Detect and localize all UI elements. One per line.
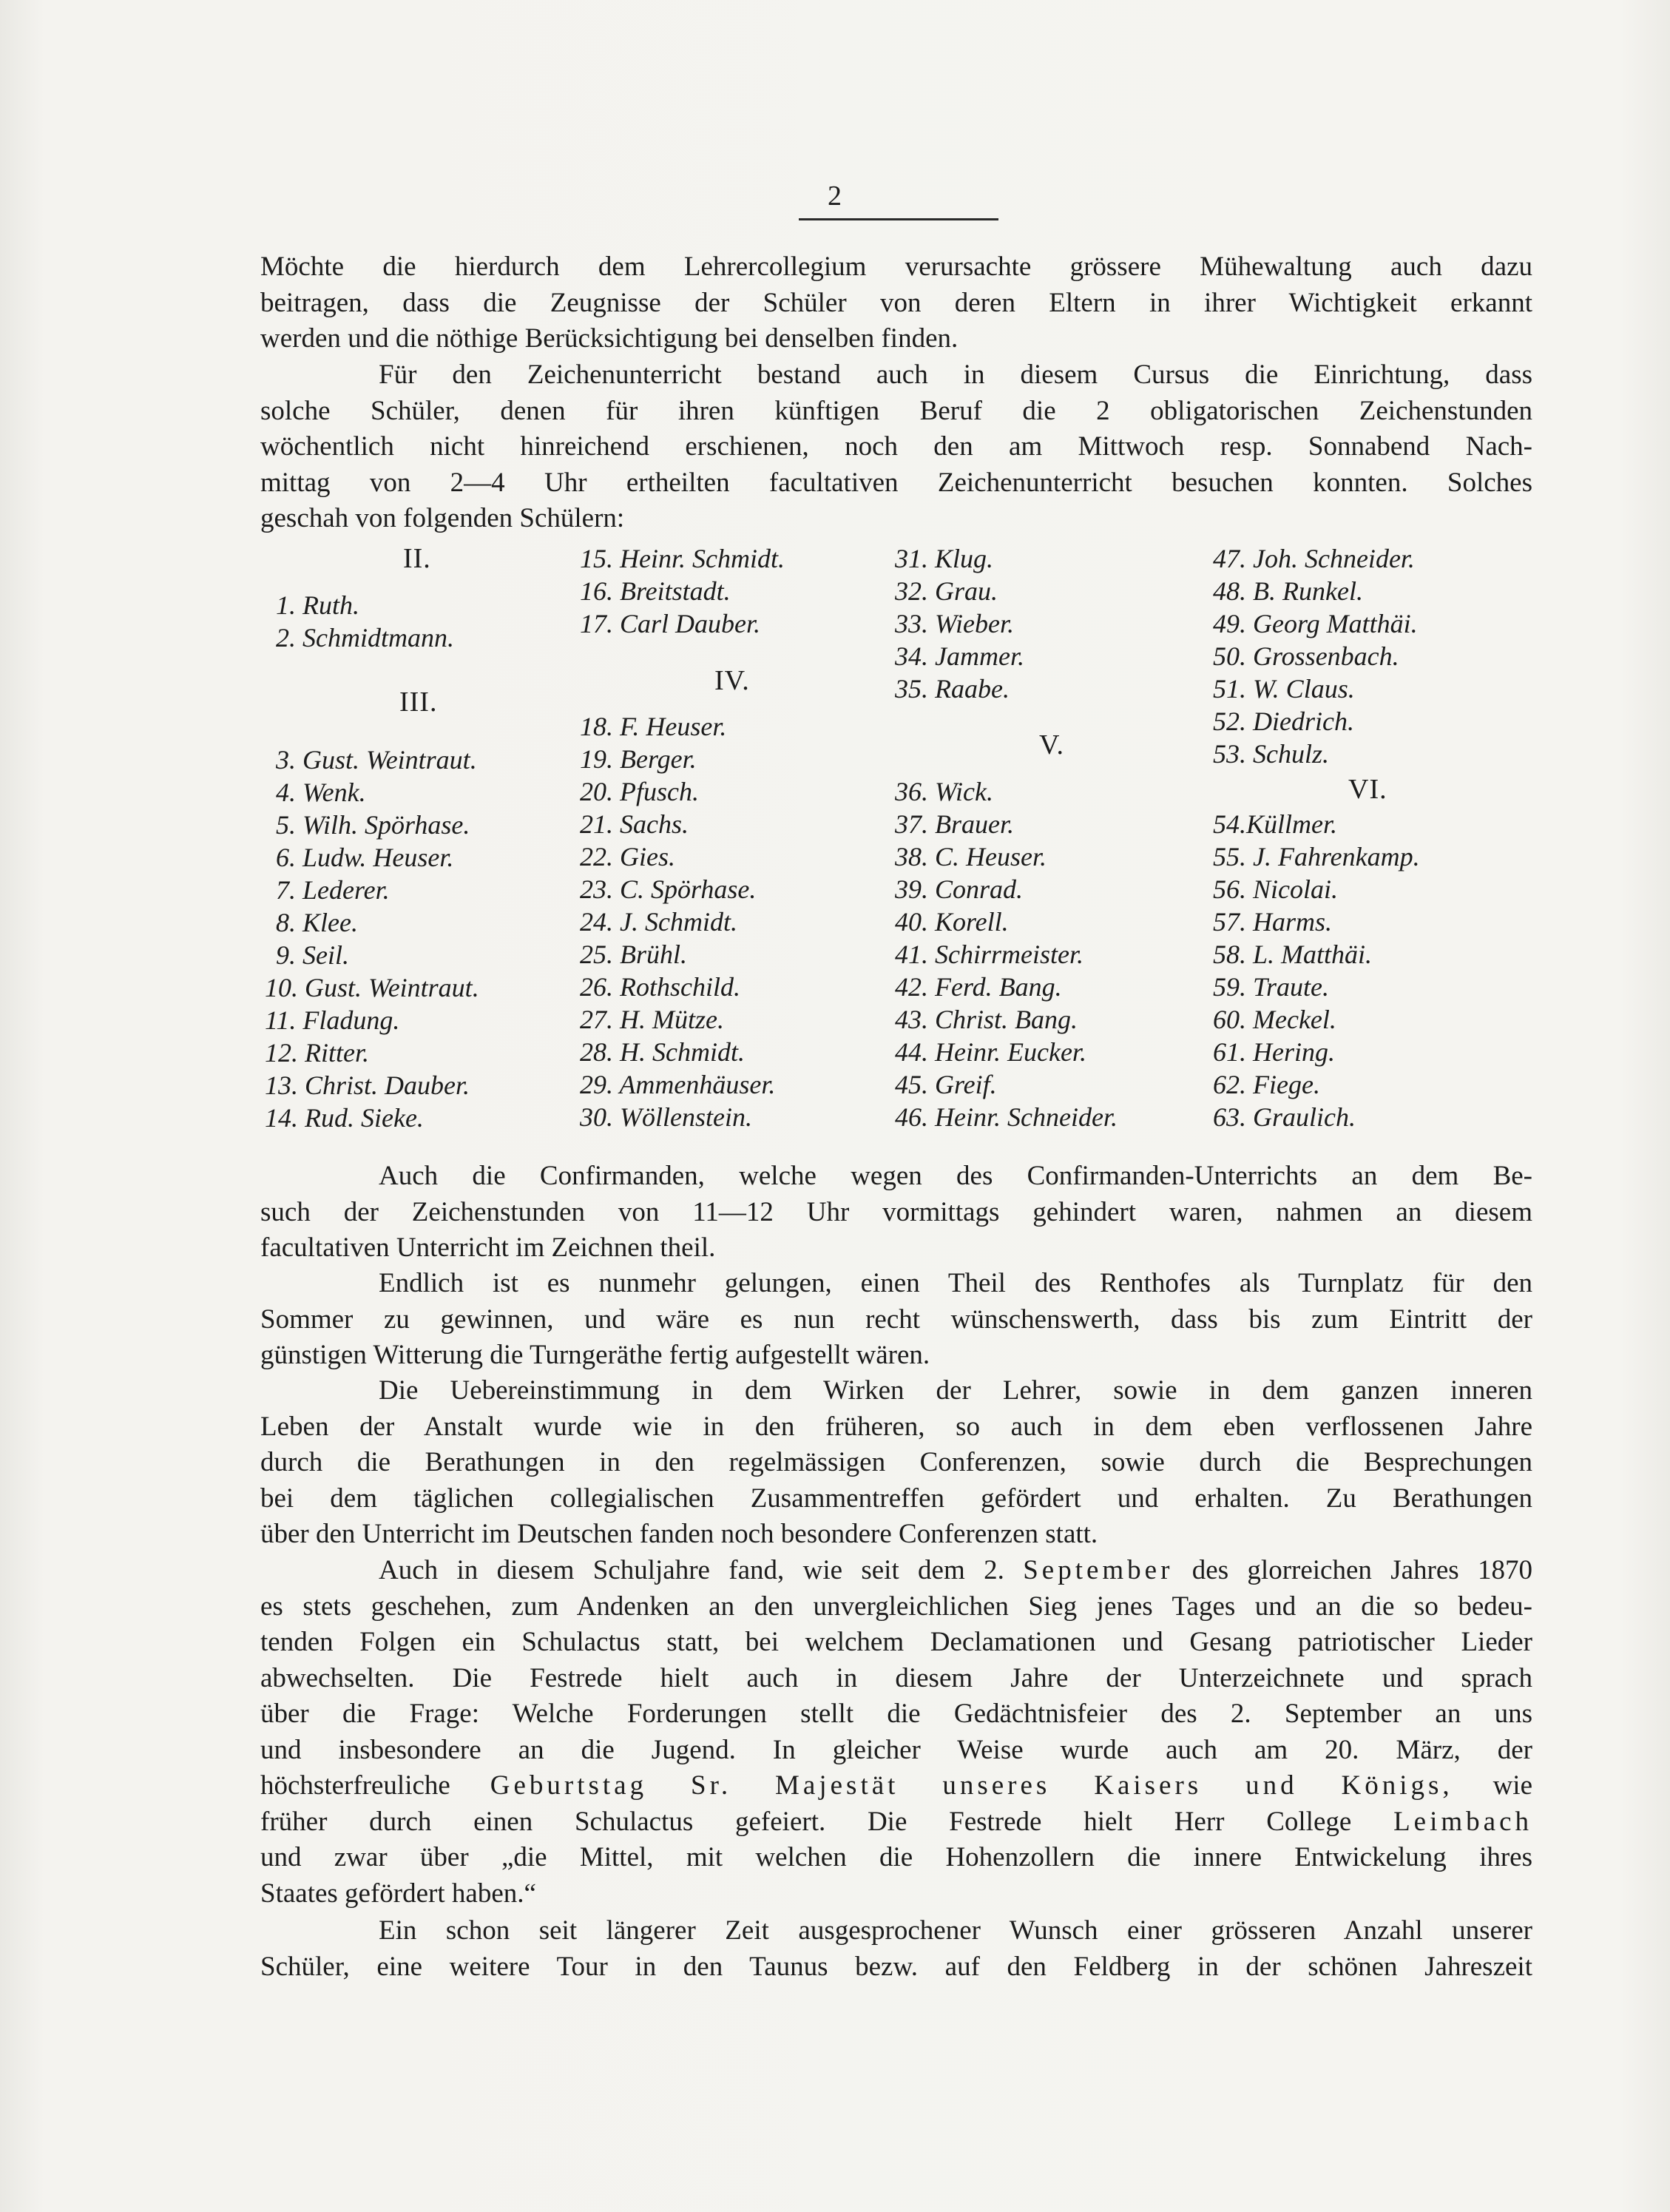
text-line: tenden Folgen ein Schulactus statt, bei welchem Declamationen und Gesang patriotischer Lieder [260, 1627, 1532, 1657]
list-item: 19. Berger. [580, 744, 697, 774]
list-item: 38. C. Heuser. [895, 842, 1047, 871]
list-item: 60. Meckel. [1213, 1005, 1336, 1034]
conference-paragraph [260, 1373, 1532, 1553]
text-line: werden und die nöthige Berücksichtigung bei denselben finden. [260, 323, 959, 354]
list-item: 62. Fiege. [1213, 1070, 1320, 1099]
list-item: 20. Pfusch. [580, 777, 699, 806]
list-item: 29. Ammenhäuser. [580, 1070, 776, 1099]
sedan-paragraph [260, 1553, 1532, 1912]
list-item: 44. Heinr. Eucker. [895, 1037, 1086, 1067]
list-item: 17. Carl Dauber. [580, 609, 761, 638]
list-item: 5. Wilh. Spörhase. [276, 810, 470, 840]
class-heading-vi: VI. [1348, 774, 1387, 805]
text-line: wöchentlich nicht hinreichend erschienen, noch den am Mittwoch resp. Sonnabend Nach- [260, 431, 1532, 462]
page-number: 2 [828, 181, 842, 212]
list-item: 57. Harms. [1213, 907, 1333, 937]
list-item: 51. W. Claus. [1213, 674, 1355, 704]
text-line: Schüler, eine weitere Tour in den Taunus bezw. auf den Feldberg in der schönen Jahreszeit [260, 1951, 1532, 1982]
list-item: 6. Ludw. Heuser. [276, 843, 454, 872]
list-item: 15. Heinr. Schmidt. [580, 544, 785, 573]
list-item: 4. Wenk. [276, 778, 366, 807]
list-item: 63. Graulich. [1213, 1102, 1356, 1132]
list-item: 27. H. Mütze. [580, 1005, 724, 1034]
list-item: 14. Rud. Sieke. [265, 1103, 424, 1133]
list-item: 11. Fladung. [265, 1005, 400, 1035]
list-item: 9. Seil. [276, 940, 349, 970]
text-line: früher durch einen Schulactus gefeiert. Die Festrede hielt Herr College Leimbach [260, 1806, 1532, 1837]
list-item: 50. Grossenbach. [1213, 641, 1399, 671]
text-line: Sommer zu gewinnen, und wäre es nun recht wünschenswerth, dass bis zum Eintritt der [260, 1304, 1532, 1335]
list-item: 56. Nicolai. [1213, 874, 1338, 904]
list-item: 22. Gies. [580, 842, 675, 871]
list-item: 33. Wieber. [895, 609, 1014, 638]
list-item: 3. Gust. Weintraut. [276, 745, 477, 775]
text-line: und zwar über „die Mittel, mit welchen die Hohenzollern die innere Entwickelung ihres [260, 1842, 1532, 1872]
list-item: 35. Raabe. [895, 674, 1010, 704]
list-item: 55. J. Fahrenkamp. [1213, 842, 1420, 871]
list-item: 52. Diedrich. [1213, 707, 1354, 736]
list-item: 13. Christ. Dauber. [265, 1070, 470, 1100]
list-item: 37. Brauer. [895, 809, 1014, 839]
list-item: 48. B. Runkel. [1213, 576, 1363, 606]
confirmands-paragraph [260, 1159, 1532, 1267]
list-item: 40. Korell. [895, 907, 1009, 937]
list-item: 28. H. Schmidt. [580, 1037, 745, 1067]
text-line: Ein schon seit längerer Zeit ausgesprochener Wunsch einer grösseren Anzahl unserer [379, 1915, 1532, 1946]
list-item: 21. Sachs. [580, 809, 689, 839]
text-line: günstigen Witterung die Turngeräthe fertig aufgestellt wären. [260, 1340, 930, 1370]
text-line: geschah von folgenden Schülern: [260, 503, 625, 533]
text-line: über den Unterricht im Deutschen fanden noch besondere Conferenzen statt. [260, 1519, 1098, 1549]
text-line: solche Schüler, denen für ihren künftigen Beruf die 2 obligatorischen Zeichenstunden [260, 395, 1532, 426]
list-item: 45. Greif. [895, 1070, 997, 1099]
class-heading-ii: II. [403, 543, 431, 574]
final-paragraph [260, 1913, 1532, 1985]
text-line: Für den Zeichenunterricht bestand auch in diesem Cursus die Einrichtung, dass [379, 360, 1532, 390]
text-line: Leben der Anstalt wurde wie in den früheren, so auch in dem eben verflossenen Jahre [260, 1411, 1532, 1442]
list-item: 41. Schirrmeister. [895, 940, 1084, 969]
text-line: beitragen, dass die Zeugnisse der Schüler von deren Eltern in ihrer Wichtigkeit erkannt [260, 287, 1532, 318]
text-line: Möchte die hierdurch dem Lehrercollegium verursachte grössere Mühewaltung auch dazu [260, 252, 1532, 282]
list-item: 43. Christ. Bang. [895, 1005, 1078, 1034]
gym-paragraph [260, 1266, 1532, 1374]
text-line: es stets geschehen, zum Andenken an den unvergleichlichen Sieg jenes Tages und an die so bedeu- [260, 1591, 1532, 1622]
list-item: 36. Wick. [895, 777, 993, 806]
list-item: 26. Rothschild. [580, 972, 740, 1002]
list-item: 49. Georg Matthäi. [1213, 609, 1418, 638]
text-line: Staates gefördert haben.“ [260, 1878, 536, 1909]
list-item: 58. L. Matthäi. [1213, 940, 1373, 969]
text-line: durch die Berathungen in den regelmässigen Conferenzen, sowie durch die Besprechungen [260, 1447, 1532, 1477]
text-line: Auch in diesem Schuljahre fand, wie seit dem 2. September des glorreichen Jahres 1870 [379, 1555, 1533, 1585]
text-line: abwechselten. Die Festrede hielt auch in diesem Jahre der Unterzeichnete und sprach [260, 1662, 1532, 1693]
list-item: 34. Jammer. [895, 641, 1024, 671]
text-line: und insbesondere an die Jugend. In gleicher Weise wurde auch am 20. März, der [260, 1734, 1532, 1765]
text-line: Endlich ist es nunmehr gelungen, einen Theil des Renthofes als Turnplatz für den [379, 1268, 1532, 1298]
list-item: 1. Ruth. [276, 590, 359, 620]
text-line: höchsterfreuliche Geburtstag Sr. Majestät unseres Kaisers und Königs, wie [260, 1770, 1533, 1801]
text-line: facultativen Unterricht im Zeichnen theil. [260, 1233, 716, 1263]
list-item: 18. F. Heuser. [580, 712, 727, 741]
list-item: 53. Schulz. [1213, 739, 1329, 769]
list-item: 54.Küllmer. [1213, 809, 1338, 839]
list-item: 25. Brühl. [580, 940, 688, 969]
list-item: 24. J. Schmidt. [580, 907, 737, 937]
text-line: Auch die Confirmanden, welche wegen des Confirmanden-Unterrichts an dem Be- [379, 1161, 1532, 1191]
class-heading-iv: IV. [714, 665, 750, 696]
list-item: 12. Ritter. [265, 1038, 369, 1068]
list-item: 42. Ferd. Bang. [895, 972, 1062, 1002]
list-item: 2. Schmidtmann. [276, 623, 454, 653]
list-item: 39. Conrad. [895, 874, 1024, 904]
list-item: 10. Gust. Weintraut. [265, 973, 479, 1002]
list-item: 47. Joh. Schneider. [1213, 544, 1415, 573]
list-item: 59. Traute. [1213, 972, 1330, 1002]
list-item: 46. Heinr. Schneider. [895, 1102, 1118, 1132]
text-line: über die Frage: Welche Forderungen stellt die Gedächtnisfeier des 2. September an uns [260, 1699, 1532, 1729]
class-heading-v: V. [1039, 729, 1065, 761]
text-line: Die Uebereinstimmung in dem Wirken der Lehrer, sowie in dem ganzen inneren [379, 1375, 1532, 1406]
text-line: mittag von 2—4 Uhr ertheilten facultativen Zeichenunterricht besuchen konnten. Solches [260, 467, 1532, 498]
list-item: 30. Wöllenstein. [580, 1102, 752, 1132]
text-line: bei dem täglichen collegialischen Zusammentreffen gefördert und erhalten. Zu Berathungen [260, 1483, 1532, 1514]
class-heading-iii: III. [399, 687, 438, 718]
list-item: 32. Grau. [895, 576, 998, 606]
text-line: such der Zeichenstunden von 11—12 Uhr vormittags gehindert waren, nahmen an diesem [260, 1196, 1532, 1227]
list-item: 16. Breitstadt. [580, 576, 731, 606]
list-item: 61. Hering. [1213, 1037, 1335, 1067]
list-item: 8. Klee. [276, 908, 358, 937]
list-item: 31. Klug. [895, 544, 994, 573]
list-item: 23. C. Spörhase. [580, 874, 757, 904]
list-item: 7. Lederer. [276, 875, 390, 905]
